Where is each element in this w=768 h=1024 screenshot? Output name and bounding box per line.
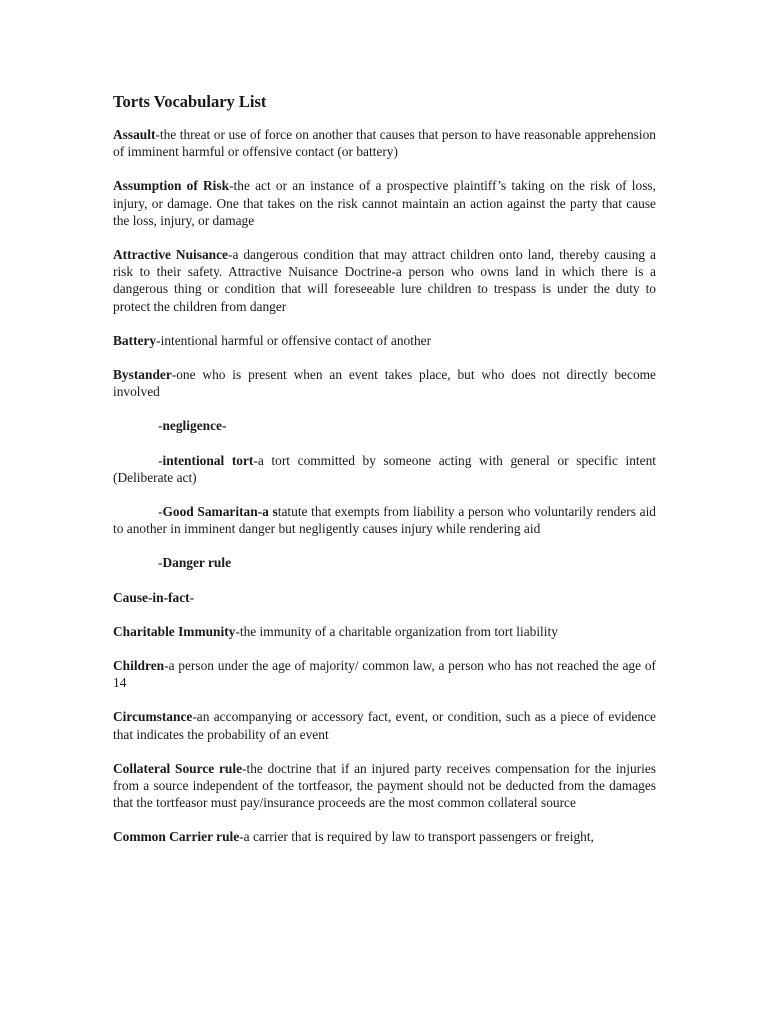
vocab-subentry-intentional-tort	[113, 452, 656, 486]
vocab-definition: -the act or an instance of a prospective plaintiff’s taking on the risk of loss, injury, or damage. One that takes on the risk cannot maintain an action against the party that cause the loss, injury, or damage	[113, 178, 656, 228]
vocab-entry-battery	[113, 332, 656, 349]
vocab-term: intentional tort	[162, 452, 254, 468]
vocab-definition: -an accompanying or accessory fact, event, or condition, such as a piece of evidence that indicates the probability of an event	[113, 709, 656, 742]
vocab-entry-circumstance	[113, 708, 656, 742]
vocab-subentry-negligence	[113, 417, 656, 434]
vocab-term: Danger rule	[162, 555, 232, 571]
vocab-definition: -one who is present when an event takes place, but who does not directly become involved	[113, 367, 656, 400]
vocab-definition: tatute that exempts from liability a person who voluntarily renders aid to another in imminent danger but negligently causes injury while rendering aid	[113, 504, 656, 537]
vocab-term: Bystander	[113, 367, 172, 383]
vocab-entry-cause-in-fact	[113, 589, 656, 606]
vocab-term: negligence-	[162, 418, 227, 434]
vocab-definition: -the doctrine that if an injured party receives compensation for the injuries from a source independent of the tortfeasor, the payment should not be deducted from the damages that the tortfeasor must pay/insurance proceeds are the most common collateral source	[113, 760, 656, 811]
vocab-term: Attractive Nuisance	[113, 247, 229, 263]
vocab-definition: -a tort committed by someone acting with general or specific intent (Deliberate act)	[113, 452, 656, 485]
subentry-dash: -	[158, 555, 163, 571]
vocab-definition: -a dangerous condition that may attract children onto land, thereby causing a risk to their safety. Attractive Nuisance Doctrine-a person who owns land in which there is a dangerous thing or condition that will foreseeable lure children to trespass is under the duty to protect the children from danger	[113, 247, 656, 314]
vocab-term: Cause-in-fact-	[113, 589, 195, 605]
vocab-entry-assumption-of-risk	[113, 177, 656, 229]
document-body	[113, 92, 656, 863]
vocab-entry-charitable-immunity	[113, 623, 656, 640]
vocab-entry-bystander	[113, 366, 656, 400]
vocab-entry-attractive-nuisance	[113, 246, 656, 315]
vocab-entry-children	[113, 657, 656, 691]
vocab-subentry-good-samaritan	[113, 503, 656, 537]
vocab-entry-common-carrier-rule	[113, 828, 656, 845]
vocab-definition: -the threat or use of force on another that causes that person to have reasonable apprehension of imminent harmful or offensive contact (or battery)	[113, 127, 656, 160]
vocab-definition: -intentional harmful or offensive contact of another	[156, 332, 432, 348]
vocab-term: Assault	[113, 127, 156, 142]
subentry-dash: -	[158, 418, 163, 434]
vocab-entry-assault	[113, 126, 656, 160]
vocab-term: Collateral Source rule	[113, 760, 243, 776]
document-title: Torts Vocabulary List	[113, 92, 267, 111]
vocab-term: Common Carrier rule	[113, 829, 240, 845]
vocab-subentry-danger-rule	[113, 554, 656, 571]
vocab-term: Good Samaritan-a s	[162, 504, 278, 520]
vocab-definition: -a carrier that is required by law to transport passengers or freight,	[239, 829, 594, 845]
vocab-term: Battery	[113, 332, 157, 348]
vocab-definition: -the immunity of a charitable organization from tort liability	[235, 623, 558, 639]
vocab-entry-collateral-source-rule	[113, 760, 656, 812]
vocab-term: Assumption of Risk	[113, 178, 230, 194]
subentry-dash: -	[158, 504, 163, 520]
vocab-term: Circumstance	[113, 709, 193, 725]
vocab-term: Children	[113, 658, 165, 674]
vocab-term: Charitable Immunity	[113, 623, 236, 639]
vocab-definition: -a person under the age of majority/ common law, a person who has not reached the age of 14	[113, 658, 656, 691]
subentry-dash: -	[158, 452, 163, 468]
